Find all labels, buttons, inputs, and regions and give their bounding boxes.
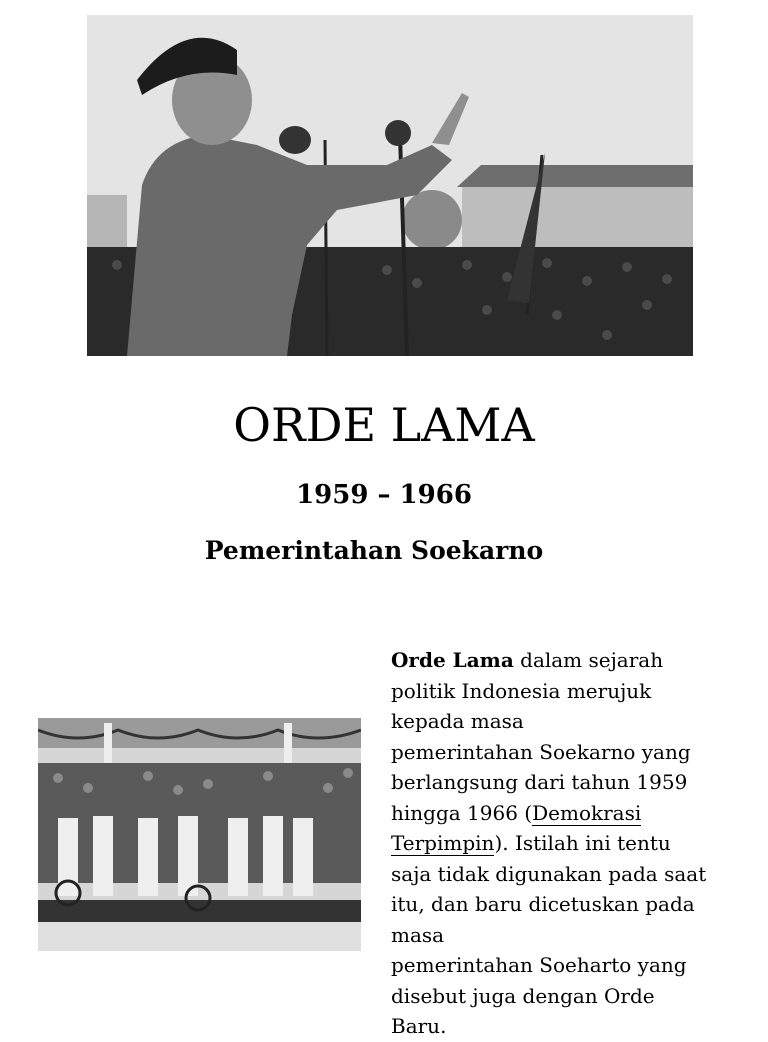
body-line: disebut juga dengan Orde xyxy=(391,983,655,1008)
page-title: ORDE LAMA xyxy=(233,398,535,452)
hero-photo-drawing xyxy=(87,15,693,356)
body-line xyxy=(391,828,721,859)
ceremony-photo xyxy=(38,718,361,951)
body-line: berlangsung dari tahun 1959 xyxy=(391,770,688,794)
body-text-fragment: dalam sejarah xyxy=(513,648,664,672)
body-line: pemerintahan Soekarno yang xyxy=(391,739,691,764)
body-line: itu, dan baru dicetuskan pada xyxy=(391,892,695,916)
body-line xyxy=(391,645,721,676)
body-line: Baru. xyxy=(391,1014,447,1038)
body-line xyxy=(391,798,721,829)
demokrasi-terpimpin-link-cont[interactable]: Terpimpin xyxy=(391,831,495,855)
body-line: saja tidak digunakan pada saat xyxy=(391,861,707,886)
body-line: kepada masa xyxy=(391,709,524,733)
body-line: masa xyxy=(391,922,445,947)
demokrasi-terpimpin-link[interactable]: Demokrasi xyxy=(532,800,642,825)
body-line: pemerintahan Soeharto yang xyxy=(391,953,687,977)
body-text-fragment: hingga 1966 ( xyxy=(391,800,533,825)
body-lead-term: Orde Lama xyxy=(391,648,514,672)
year-range: 1959 – 1966 xyxy=(296,480,472,510)
hero-photo xyxy=(87,15,693,356)
ceremony-photo-drawing xyxy=(38,718,361,951)
page-subtitle: Pemerintahan Soekarno xyxy=(204,536,544,565)
body-line: politik Indonesia merujuk xyxy=(391,678,652,703)
body-text-fragment: ). Istilah ini tentu xyxy=(494,831,671,855)
body-paragraph xyxy=(391,645,721,1042)
